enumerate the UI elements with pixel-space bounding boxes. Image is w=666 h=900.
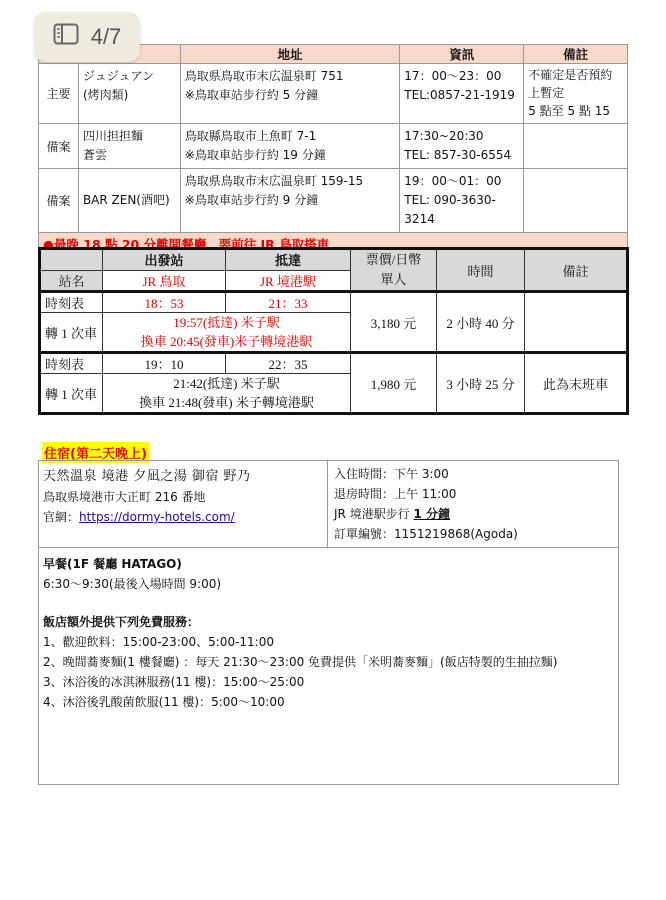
empty-cell <box>40 249 103 271</box>
duration: 3 小時 25 分 <box>437 353 525 414</box>
name-line: ジュジュアン <box>82 69 154 83</box>
name-line: (烤肉類) <box>82 88 129 102</box>
transfer-detail <box>103 313 351 353</box>
restaurant-note <box>524 169 628 233</box>
table-row <box>39 169 628 233</box>
phone: TEL: 090-3630-3214 <box>404 193 496 226</box>
departure-time: 19：10 <box>103 353 226 374</box>
restaurant-address <box>180 64 400 124</box>
train-note: 此為末班車 <box>525 353 628 414</box>
checkin-time: 入住時間：下午 3:00 <box>334 467 449 481</box>
header-arrival: 抵達 <box>226 249 351 271</box>
fare: 1,980 元 <box>351 353 437 414</box>
departure-time: 18：53 <box>103 292 226 313</box>
transfer-line: 換車 21:48(發車) 米子轉境港駅 <box>139 395 314 410</box>
arrival-time: 22：35 <box>226 353 351 374</box>
breakfast-title: 早餐(1F 餐廳 HATAGO) <box>43 557 182 571</box>
name-line: BAR ZEN(酒吧) <box>82 193 170 207</box>
sidebar-toggle-icon[interactable] <box>53 23 79 51</box>
name-line: 四川担担麵 <box>82 129 143 143</box>
hotel-row <box>39 461 619 548</box>
accommodation-title: 住宿(第二天晚上) <box>42 442 149 463</box>
restaurant-address <box>180 124 400 169</box>
timetable-label: 時刻表 <box>40 353 103 374</box>
services-row <box>39 548 619 785</box>
restaurant-note <box>524 124 628 169</box>
hotel-info <box>39 461 328 548</box>
address-line: 鳥取県鳥取市末広温泉町 159-15 <box>184 174 364 188</box>
list-item: 2、晚間蕎麥麵(1 樓餐廳) ：每天 21:30～23:00 免費提供「米明蕎麥麵」(飯店特製的生抽拉麵) <box>43 655 558 669</box>
restaurant-info <box>400 64 524 124</box>
page-number: 4/7 <box>90 24 122 49</box>
category-cell: 備案 <box>39 124 79 169</box>
breakfast-time: 6:30～9:30(最後入場時間 9:00) <box>43 577 222 591</box>
arrival-time: 21：33 <box>226 292 351 313</box>
table-row <box>40 353 628 374</box>
hours: 17：00～23：00 <box>404 69 502 83</box>
restaurant-info <box>400 169 524 233</box>
duration: 2 小時 40 分 <box>437 292 525 353</box>
checkout-time: 退房時間：上午 11:00 <box>334 487 457 501</box>
transfer-line: 19:57(抵達) 米子駅 <box>173 315 280 330</box>
note-line: 5 點至 5 點 15 <box>528 104 610 118</box>
address-line: ※鳥取車站步行約 9 分鐘 <box>184 193 319 207</box>
train-table <box>38 247 629 415</box>
table-row <box>39 64 628 124</box>
restaurant-address <box>180 169 400 233</box>
timetable-label: 時刻表 <box>40 292 103 313</box>
category-cell: 主要 <box>39 64 79 124</box>
fare: 3,180 元 <box>351 292 437 353</box>
transfer-label: 轉 1 次車 <box>40 374 103 414</box>
transfer-line: 21:42(抵達) 米子駅 <box>173 376 280 391</box>
services-cell <box>39 548 619 785</box>
name-line: 蒼雲 <box>82 148 107 162</box>
to-station: JR 境港駅 <box>226 270 351 292</box>
hotel-name: 天然溫泉 境港 夕凪之湯 御宿 野乃 <box>43 469 251 484</box>
website-label: 官網： <box>43 510 80 524</box>
hotel-website-line <box>43 507 323 527</box>
table-row <box>39 124 628 169</box>
address-line: ※鳥取車站步行約 19 分鐘 <box>184 148 326 162</box>
header-address: 地址 <box>180 45 400 64</box>
walk-distance <box>334 504 612 524</box>
hours: 19：00～01：00 <box>404 174 502 188</box>
page-indicator[interactable] <box>34 12 140 62</box>
address-line: 鳥取県鳥取市末広温泉町 751 <box>184 69 344 83</box>
transfer-detail <box>103 374 351 414</box>
note-line: 不確定是否預約 <box>528 68 613 82</box>
train-header-row <box>40 249 628 271</box>
website-link[interactable]: https://dormy-hotels.com/ <box>79 510 235 524</box>
checkin-info <box>328 461 619 548</box>
list-item: 4、沐浴後乳酸菌飲服(11 樓)：5:00～10:00 <box>43 695 285 709</box>
table-row <box>40 292 628 313</box>
fare-unit: 單人 <box>380 272 407 287</box>
restaurant-table <box>38 44 628 256</box>
list-item: 1、歡迎飲料：15:00-23:00、5:00-11:00 <box>43 635 274 649</box>
services-title: 飯店額外提供下列免費服務： <box>43 615 200 629</box>
transfer-line: 換車 20:45(發車)米子轉境港駅 <box>140 334 313 349</box>
restaurant-name <box>78 169 180 233</box>
spacer <box>43 594 614 612</box>
hotel-address: 鳥取県境港市大正町 216 番地 <box>43 490 206 504</box>
restaurant-info <box>400 124 524 169</box>
hours: 17:30~20:30 <box>404 129 484 143</box>
phone: TEL: 857-30-6554 <box>404 148 512 162</box>
header-info: 資訊 <box>400 45 524 64</box>
restaurant-note <box>524 64 628 124</box>
header-time: 時間 <box>437 249 525 292</box>
restaurant-name <box>78 124 180 169</box>
walk-prefix: JR 境港駅步行 <box>334 507 414 521</box>
departure-warning: ●最晚 18 點 20 分離開餐廳，要前往 JR 鳥取搭車 <box>39 233 628 256</box>
fare-label: 票價/日幣 <box>365 252 422 267</box>
phone: TEL:0857-21-1919 <box>404 88 515 102</box>
list-item: 3、沐浴後的冰淇淋服務(11 樓)：15:00～25:00 <box>43 675 305 689</box>
header-note: 備註 <box>525 249 628 292</box>
booking-number: 訂單編號：1151219868(Agoda) <box>334 527 518 541</box>
restaurant-name <box>78 64 180 124</box>
transfer-label: 轉 1 次車 <box>40 313 103 353</box>
category-cell: 備案 <box>39 169 79 233</box>
accommodation-table <box>38 460 619 785</box>
from-station: JR 鳥取 <box>103 270 226 292</box>
header-departure: 出發站 <box>103 249 226 271</box>
address-line: ※鳥取車站步行約 5 分鐘 <box>184 88 319 102</box>
address-line: 鳥取縣鳥取市上魚町 7-1 <box>184 129 317 143</box>
station-label: 站名 <box>40 270 103 292</box>
train-note <box>525 292 628 353</box>
walk-time: 1 分鐘 <box>413 507 451 521</box>
note-line: 上暫定 <box>528 86 565 100</box>
header-note: 備註 <box>524 45 628 64</box>
header-fare <box>351 249 437 292</box>
